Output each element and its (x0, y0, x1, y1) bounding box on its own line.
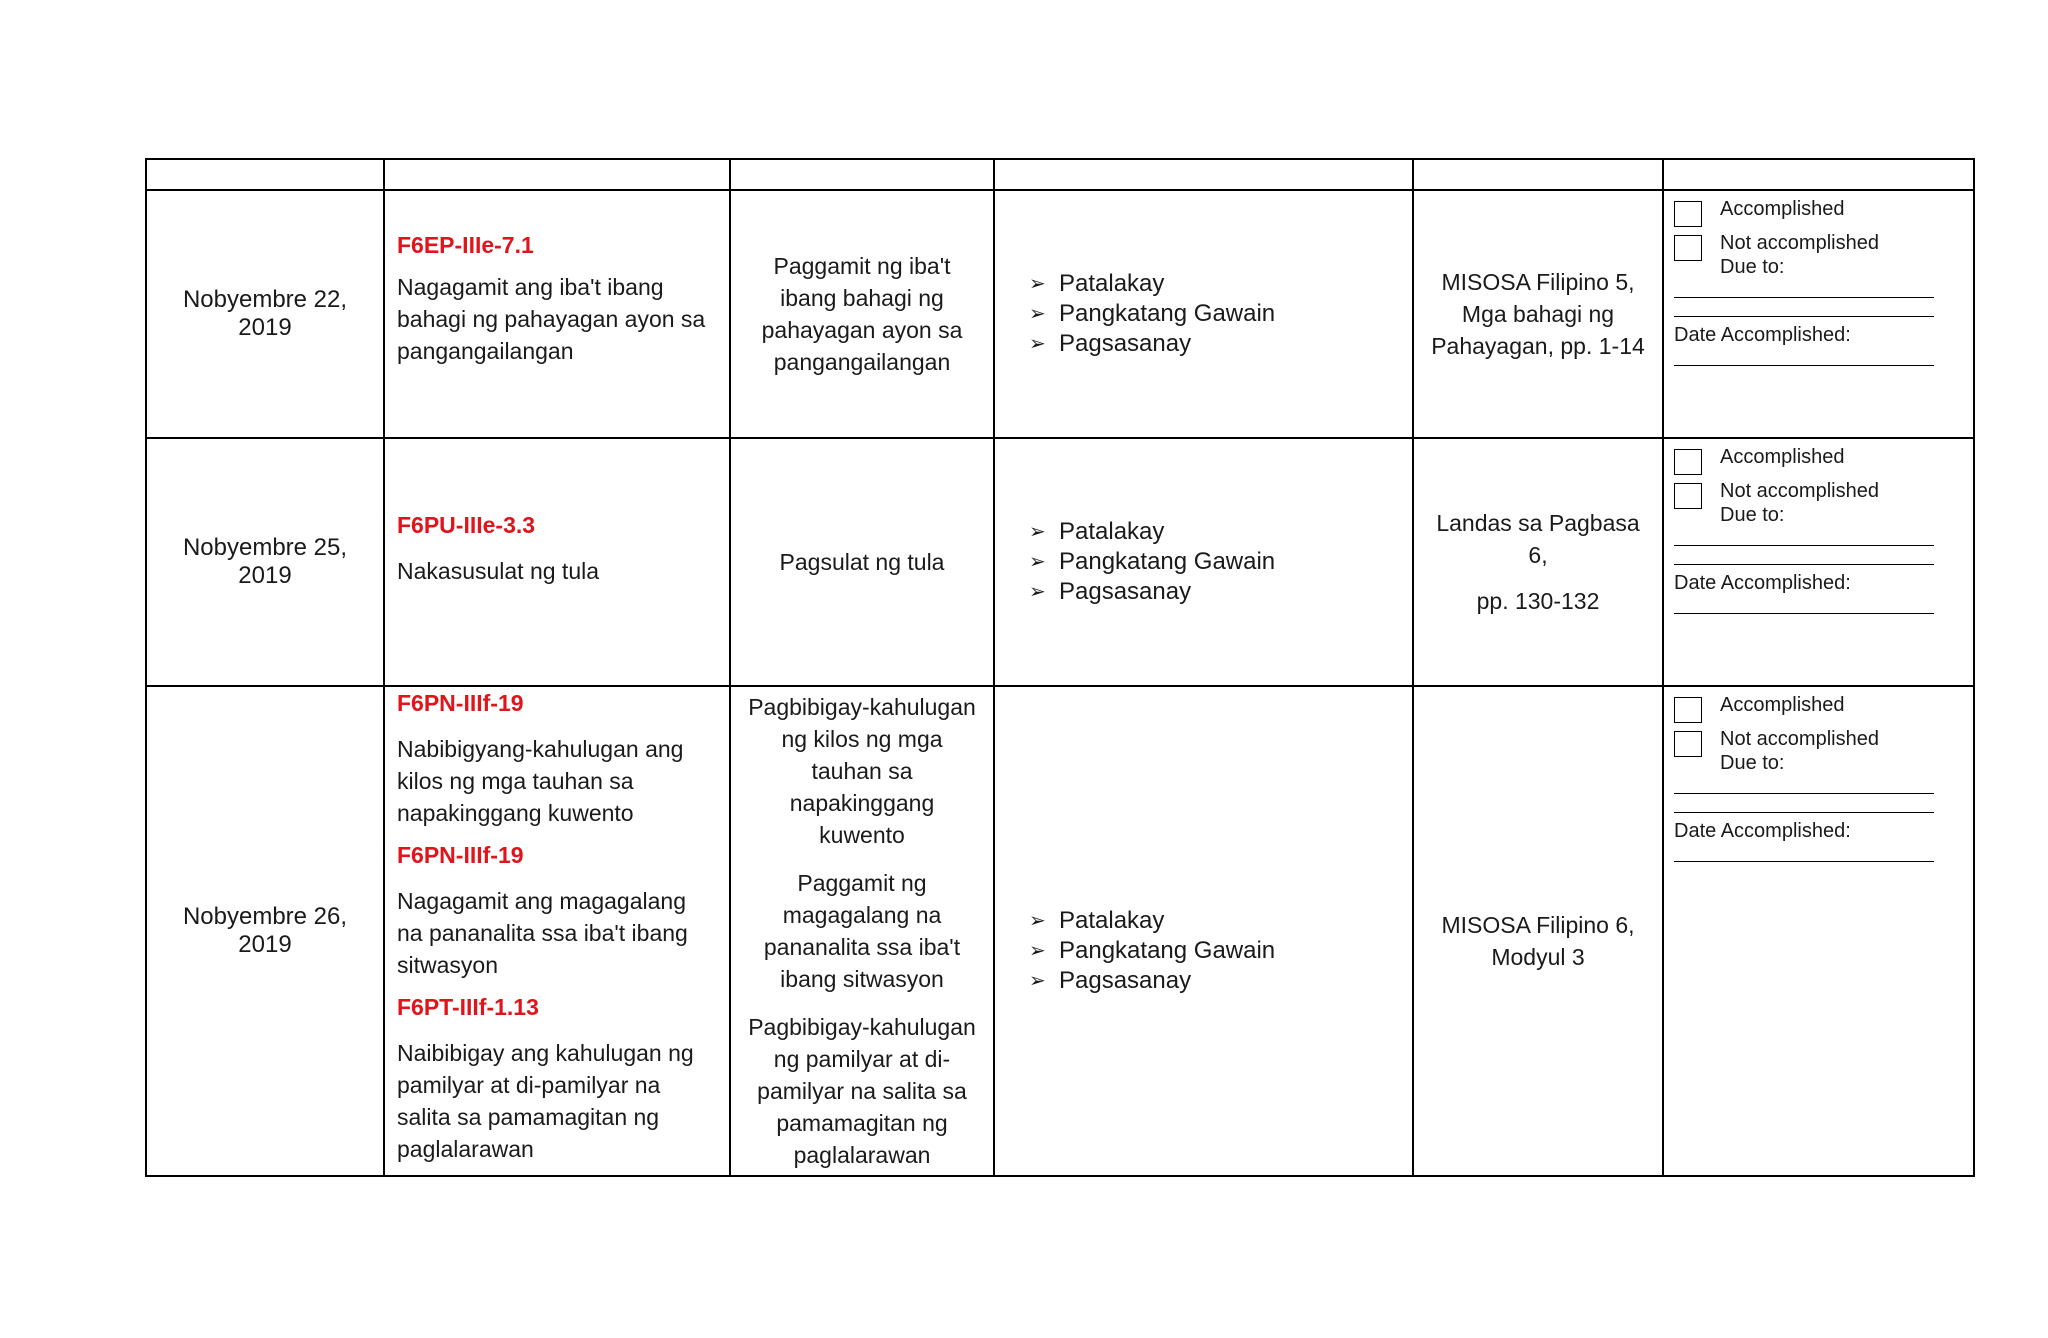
accomplished-label: Accomplished (1720, 198, 1845, 220)
resources-cell (1413, 438, 1663, 686)
arrow-bullet-icon: ➢ (1029, 521, 1046, 543)
resources-cell (1413, 190, 1663, 438)
blank-line[interactable] (1674, 298, 1934, 317)
accomplished-label: Accomplished (1720, 446, 1845, 468)
arrow-bullet-icon: ➢ (1029, 273, 1046, 295)
list-item: ➢ Patalakay (1029, 518, 1165, 545)
arrow-bullet-icon: ➢ (1029, 303, 1046, 325)
competency-text: Naibibigay ang kahulugan ng pamilyar at di-pamilyar na salita sa pamamagitan ng paglalarawan (397, 1040, 694, 1162)
competency-code: F6PU-IIIe-3.3 (397, 512, 536, 538)
checkbox-icon[interactable] (1674, 201, 1702, 227)
date-accomplished-label: Date Accomplished: (1674, 820, 1851, 842)
status-cell (1663, 190, 1974, 438)
accomplished-label: Accomplished (1720, 694, 1845, 716)
arrow-bullet-icon: ➢ (1029, 581, 1046, 603)
date-text: Nobyembre 25, 2019 (182, 534, 348, 589)
header-row (146, 159, 1974, 190)
lesson-plan-table (145, 158, 1975, 1177)
status-cell (1663, 438, 1974, 686)
header-cell (1413, 159, 1663, 190)
resource-text: pp. 130-132 (1476, 588, 1600, 614)
arrow-bullet-icon: ➢ (1029, 551, 1046, 573)
date-cell (146, 190, 384, 438)
header-cell (994, 159, 1413, 190)
resources-cell (1413, 686, 1663, 1176)
competency-code: F6EP-IIIe-7.1 (397, 232, 534, 258)
due-to-label: Due to: (1720, 752, 1785, 774)
competency-cell (384, 686, 730, 1176)
date-cell (146, 438, 384, 686)
objective-text: Pagsulat ng tula (779, 549, 945, 575)
due-to-label: Due to: (1720, 504, 1785, 526)
competency-code: F6PN-IIIf-19 (397, 842, 524, 868)
resource-text: Landas sa Pagbasa 6, (1436, 510, 1640, 568)
competency-cell (384, 438, 730, 686)
status-cell (1663, 686, 1974, 1176)
activities-list (1029, 906, 1275, 996)
competency-cell (384, 190, 730, 438)
checkbox-icon[interactable] (1674, 731, 1702, 757)
blank-line[interactable] (1674, 546, 1934, 565)
table-row (146, 190, 1974, 438)
activities-cell (994, 438, 1413, 686)
blank-line[interactable] (1674, 347, 1934, 366)
blank-line[interactable] (1674, 279, 1934, 298)
list-item: ➢ Patalakay (1029, 270, 1165, 297)
header-cell (384, 159, 730, 190)
blank-line[interactable] (1674, 527, 1934, 546)
list-item: ➢ Pagsasanay (1029, 330, 1192, 357)
blank-line[interactable] (1674, 775, 1934, 794)
date-cell (146, 686, 384, 1176)
objective-text: Paggamit ng magagalang na pananalita ssa iba't ibang sitwasyon (763, 870, 961, 992)
blank-line[interactable] (1674, 794, 1934, 813)
activities-list (1029, 269, 1275, 359)
arrow-bullet-icon: ➢ (1029, 940, 1046, 962)
competency-text: Nabibigyang-kahulugan ang kilos ng mga tauhan sa napakinggang kuwento (397, 736, 684, 826)
date-text: Nobyembre 26, 2019 (182, 903, 348, 958)
resource-text: MISOSA Filipino 5, Mga bahagi ng Pahayagan, pp. 1-14 (1431, 269, 1645, 359)
objective-text: Paggamit ng iba't ibang bahagi ng pahayagan ayon sa pangangailangan (761, 253, 963, 375)
competency-code: F6PT-IIIf-1.13 (397, 994, 539, 1020)
activities-list (1029, 517, 1275, 607)
resource-text: MISOSA Filipino 6, Modyul 3 (1441, 912, 1635, 970)
competency-code: F6PN-IIIf-19 (397, 690, 524, 716)
checkbox-icon[interactable] (1674, 483, 1702, 509)
blank-line[interactable] (1674, 843, 1934, 862)
activities-cell (994, 190, 1413, 438)
header-cell (146, 159, 384, 190)
list-item: ➢ Pangkatang Gawain (1029, 937, 1276, 964)
due-to-label: Due to: (1720, 256, 1785, 278)
date-accomplished-label: Date Accomplished: (1674, 324, 1851, 346)
checkbox-icon[interactable] (1674, 449, 1702, 475)
checkbox-icon[interactable] (1674, 235, 1702, 261)
objective-text: Pagbibigay-kahulugan ng pamilyar at di-pamilyar na salita sa pamamagitan ng paglalarawan (748, 1014, 976, 1168)
date-accomplished-label: Date Accomplished: (1674, 572, 1851, 594)
objective-cell (730, 438, 994, 686)
blank-line[interactable] (1674, 595, 1934, 614)
table-row (146, 686, 1974, 1176)
list-item: ➢ Pangkatang Gawain (1029, 300, 1276, 327)
competency-text: Nagagamit ang iba't ibang bahagi ng pahayagan ayon sa pangangailangan (397, 274, 706, 364)
list-item: ➢ Pangkatang Gawain (1029, 548, 1276, 575)
table-row (146, 438, 1974, 686)
date-text: Nobyembre 22, 2019 (182, 286, 348, 341)
competency-text: Nakasusulat ng tula (397, 558, 600, 584)
not-accomplished-label: Not accomplished (1720, 480, 1879, 502)
objective-cell (730, 686, 994, 1176)
header-cell (730, 159, 994, 190)
objective-text: Pagbibigay-kahulugan ng kilos ng mga tauhan sa napakinggang kuwento (748, 694, 976, 848)
not-accomplished-label: Not accomplished (1720, 728, 1879, 750)
not-accomplished-label: Not accomplished (1720, 232, 1879, 254)
list-item: ➢ Pagsasanay (1029, 967, 1192, 994)
arrow-bullet-icon: ➢ (1029, 910, 1046, 932)
list-item: ➢ Patalakay (1029, 907, 1165, 934)
arrow-bullet-icon: ➢ (1029, 970, 1046, 992)
arrow-bullet-icon: ➢ (1029, 333, 1046, 355)
checkbox-icon[interactable] (1674, 697, 1702, 723)
objective-cell (730, 190, 994, 438)
activities-cell (994, 686, 1413, 1176)
header-cell (1663, 159, 1974, 190)
competency-text: Nagagamit ang magagalang na pananalita ssa iba't ibang sitwasyon (397, 888, 688, 978)
list-item: ➢ Pagsasanay (1029, 578, 1192, 605)
